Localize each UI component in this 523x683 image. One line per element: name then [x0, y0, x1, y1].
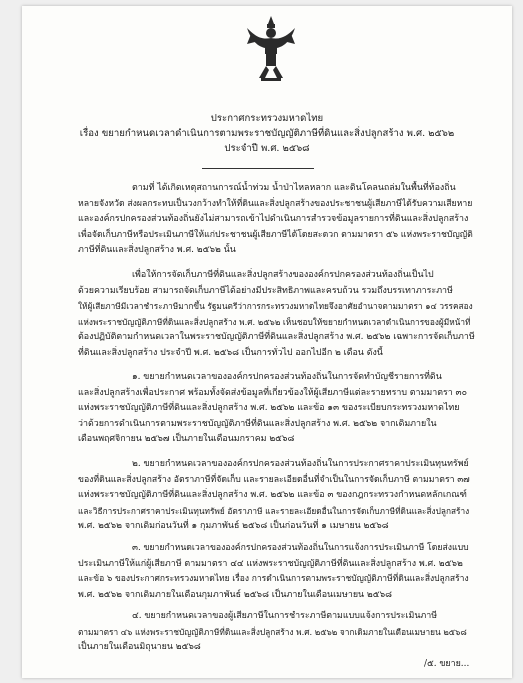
text-line: ๔. ขยายกำหนดเวลาของผู้เสียภาษีในการชำระภาษีตามแบบแจ้งการประเมินภาษี — [132, 611, 438, 621]
text-line: แห่งพระราชบัญญัติภาษีที่ดินและสิ่งปลูกสร้าง พ.ศ. ๒๕๖๒ เห็นชอบให้ขยายกำหนดเวลาดำเนินการของผู้มีหน้าที่ — [78, 316, 471, 327]
text-line: ต้องปฏิบัติตามกำหนดเวลาในพระราชบัญญัติภาษีที่ดินและสิ่งปลูกสร้าง พ.ศ. ๒๕๖๒ เฉพาะการจัดเก็บภาษี — [78, 332, 475, 343]
document-page — [22, 6, 512, 678]
text-line: ที่ดินและสิ่งปลูกสร้าง ประจำปี พ.ศ. ๒๕๖๘ เป็นการทั่วไป ออกไปอีก ๒ เดือน ดังนี้ — [78, 347, 383, 358]
text-line: ว่าด้วยการดำเนินการตามพระราชบัญญัติภาษีที่ดินและสิ่งปลูกสร้าง พ.ศ. ๒๕๖๒ จากเดิมภายใน — [78, 418, 437, 429]
paragraph-item-2 — [78, 457, 475, 535]
text-line: แห่งพระราชบัญญัติภาษีที่ดินและสิ่งปลูกสร้าง พ.ศ. ๒๕๖๒ และข้อ ๑๓ ของระเบียบกระทรวงมหาดไทย — [78, 403, 460, 414]
text-line: และวิธีการประกาศราคาประเมินทุนทรัพย์ อัตราภาษี และรายละเอียดอื่นในการจัดเก็บภาษีที่ดินและสิ่งปลูกสร้าง — [78, 505, 470, 516]
paragraph-item-4 — [78, 609, 475, 656]
text-line: ด้วยความเรียบร้อย สามารถจัดเก็บภาษีได้อย่างมีประสิทธิภาพและครบถ้วน รวมถึงบรรเทาภาระภาษี — [78, 285, 453, 296]
paragraph-item-3 — [78, 541, 475, 603]
garuda-emblem-icon — [245, 14, 297, 86]
text-line: และองค์กรปกครองส่วนท้องถิ่นยังไม่สามารถเข้าไปดำเนินการสำรวจข้อมูลรายการที่ดินและสิ่งปลูกสร้าง — [78, 214, 469, 225]
text-line: ตามมาตรา ๔๖ แห่งพระราชบัญญัติภาษีที่ดินและสิ่งปลูกสร้าง พ.ศ. ๒๕๖๒ จากเดิมภายในเดือนเมษายน ๒๕๖๘ — [78, 626, 467, 637]
paragraph-item-1 — [78, 370, 475, 448]
paragraph-purpose — [78, 268, 475, 362]
text-line: ๑. ขยายกำหนดเวลาขององค์กรปกครองส่วนท้องถิ่นในการจัดทำบัญชีรายการที่ดิน — [132, 372, 442, 382]
paragraph-background — [78, 181, 475, 259]
text-line: แห่งพระราชบัญญัติภาษีที่ดินและสิ่งปลูกสร้าง พ.ศ. ๒๕๖๒ และข้อ ๓ ของกฎกระทรวงกำหนดหลักเกณฑ์ — [78, 490, 467, 501]
text-line: ตามที่ ได้เกิดเหตุสถานการณ์น้ำท่วม น้ำป่าไหลหลาก และดินโคลนถล่มในพื้นที่ท้องถิ่น — [132, 183, 456, 193]
continuation-marker: /๕. ขยาย... — [424, 659, 470, 669]
text-line: ของที่ดินและสิ่งปลูกสร้าง อัตราภาษีที่จัดเก็บ และรายละเอียดอื่นที่จำเป็นในการจัดเก็บภาษี ตามมาตรา ๓๗ — [78, 474, 470, 485]
text-line: พ.ศ. ๒๕๖๒ จากเดิมก่อนวันที่ ๑ กุมภาพันธ์ ๒๕๖๘ เป็นก่อนวันที่ ๑ เมษายน ๒๕๖๘ — [78, 521, 389, 532]
text-line: และข้อ ๖ ของประกาศกระทรวงมหาดไทย เรื่อง การดำเนินการตามพระราชบัญญัติภาษีที่ดินและสิ่งปลูกสร้าง — [78, 574, 469, 585]
text-line: ภาษีที่ดินและสิ่งปลูกสร้าง พ.ศ. ๒๕๖๒ นั้น — [78, 245, 236, 256]
title-divider — [202, 168, 314, 169]
subject-line: เรื่อง ขยายกำหนดเวลาดำเนินการตามพระราชบัญญัติภาษีที่ดินและสิ่งปลูกสร้าง พ.ศ. ๒๕๖๒ — [79, 128, 455, 139]
text-line: ประเมินภาษีให้แก่ผู้เสียภาษี ตามมาตรา ๔๔ แห่งพระราชบัญญัติภาษีที่ดินและสิ่งปลูกสร้าง พ.ศ. ๒๕๖๒ — [78, 558, 463, 569]
text-line: และสิ่งปลูกสร้างเพื่อประกาศ พร้อมทั้งจัดส่งข้อมูลที่เกี่ยวข้องให้ผู้เสียภาษีแต่ละรายทราบ ตามมาตรา ๓๐ — [78, 387, 468, 398]
issuer-line: ประกาศกระทรวงมหาดไทย — [210, 113, 324, 124]
text-line: เป็นภายในเดือนมิถุนายน ๒๕๖๘ — [78, 642, 201, 653]
text-line: ๓. ขยายกำหนดเวลาขององค์กรปกครองส่วนท้องถิ่นในการแจ้งการประเมินภาษี โดยส่งแบบ — [132, 543, 469, 553]
text-line: เดือนพฤศจิกายน ๒๕๖๗ เป็นภายในเดือนมกราคม ๒๕๖๘ — [78, 434, 295, 445]
text-line: เพื่อให้การจัดเก็บภาษีที่ดินและสิ่งปลูกสร้างขององค์กรปกครองส่วนท้องถิ่นเป็นไป — [132, 270, 434, 280]
text-line: พ.ศ. ๒๕๖๒ จากเดิมภายในเดือนกุมภาพันธ์ ๒๕๖๘ เป็นภายในเดือนเมษายน ๒๕๖๘ — [78, 589, 392, 600]
text-line: ๒. ขยายกำหนดเวลาขององค์กรปกครองส่วนท้องถิ่นในการประกาศราคาประเมินทุนทรัพย์ — [132, 459, 469, 469]
text-line: เพื่อจัดเก็บภาษีหรือประเมินภาษีให้แก่ประชาชนผู้เสียภาษีได้โดยสะดวก ตามมาตรา ๕๖ แห่งพระราชบัญญัติ — [78, 229, 473, 240]
announcement-title — [22, 111, 512, 156]
fiscal-year-line: ประจำปี พ.ศ. ๒๕๖๘ — [224, 143, 310, 154]
text-line: หลายจังหวัด ส่งผลกระทบเป็นวงกว้างทำให้ที่ดินและสิ่งปลูกสร้างของประชาชนผู้เสียภาษีได้รับความเสียหาย — [78, 198, 473, 209]
text-line: ให้ผู้เสียภาษีมีเวลาชำระภาษีมากขึ้น รัฐมนตรีว่าการกระทรวงมหาดไทยจึงอาศัยอำนาจตามมาตรา ๑๔ วรรคสอง — [78, 301, 473, 312]
